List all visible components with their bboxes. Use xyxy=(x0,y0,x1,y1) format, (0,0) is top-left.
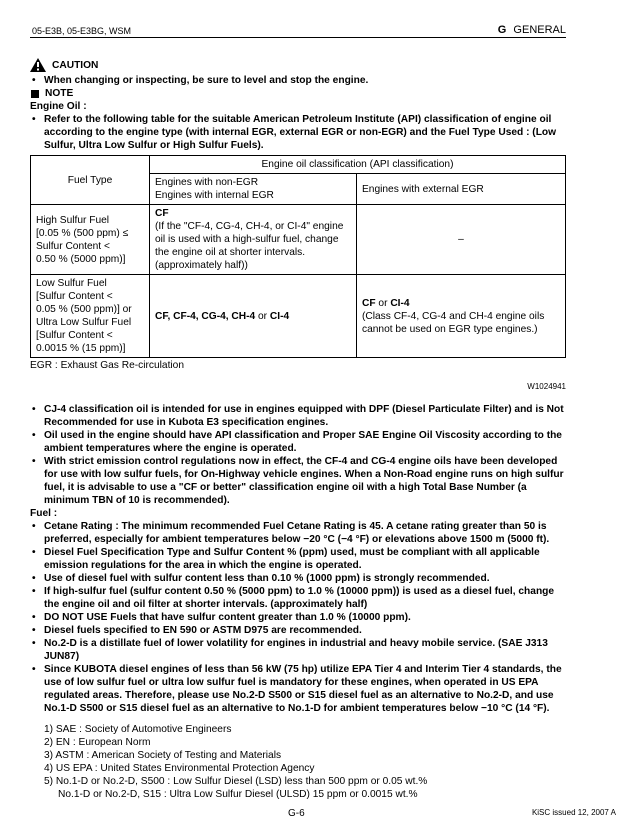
row2-fuel-line: [Sulfur Content < xyxy=(36,330,113,341)
row2-oil-or: or xyxy=(255,310,270,322)
list-item: • With strict emission control regulations now in effect, the CF-4 and CG-4 engine oils have been developed for use with low sulfur fuels, for On-Highway vehicle engines. When a Non-Road engine runs on high sulfur fuel, it is advisable to use a "CF or better" classification engine oil with a high Total Base Number (a minimum TBN of 10 is recommended). xyxy=(30,455,566,507)
section-letter: G xyxy=(497,24,507,36)
section-title xyxy=(498,24,566,36)
row1-fuel-line: [0.05 % (500 ppm) ≤ xyxy=(36,227,129,239)
list-item: • DO NOT USE Fuels that have sulfur content greater than 1.0 % (10000 ppm). xyxy=(30,611,566,624)
header-fuel-type: Fuel Type xyxy=(31,156,150,205)
list-item: • Diesel fuels specified to EN 590 or ASTM D975 are recommended. xyxy=(30,624,566,637)
list-item: • Diesel Fuel Specification Type and Sulfur Content % (ppm) used, must be compliant with all applicable emission regulations for the area in which the engine is operated. xyxy=(30,546,566,572)
fuel-heading: Fuel : xyxy=(30,508,58,519)
list-item: • If high-sulfur fuel (sulfur content 0.50 % (5000 ppm) to 1.0 % (10000 ppm)) is used as a diesel fuel, change the engine oil and oil filter at shorter intervals. (approximately half) xyxy=(30,585,566,611)
oil-classification-table xyxy=(30,155,566,358)
fuel-bullets xyxy=(30,520,566,715)
caution-bullet: • When changing or inspecting, be sure to level and stop the engine. xyxy=(30,74,566,87)
issue-date: KiSC issued 12, 2007 A xyxy=(531,808,616,817)
row2-oil-ci4: CI-4 xyxy=(269,310,290,322)
row2-fuel-line: [Sulfur Content < xyxy=(36,291,113,302)
header-api-class: Engine oil classification (API classification) xyxy=(150,156,566,174)
row1-oil-line: oil is used with a high-sulfur fuel, change xyxy=(155,234,339,245)
header-rule xyxy=(30,37,566,38)
row2-fuel-line: Ultra Low Sulfur Fuel xyxy=(36,317,132,328)
header-non-egr xyxy=(150,174,357,205)
doc-code: 05-E3B, 05-E3BG, WSM xyxy=(32,26,132,36)
row2-fuel-type xyxy=(31,275,150,358)
header-non-egr-line2: Engines with internal EGR xyxy=(155,190,274,201)
row1-oil-line: the engine oil at shorter intervals. xyxy=(155,247,306,258)
oil-intro: • Refer to the following table for the suitable American Petroleum Institute (API) classification of engine oil according to the engine type (with internal EGR, external EGR or non-EGR) and the Fuel Type Used : (Low Sulfur, Ultra Low Sulfur or High Sulfur Fuels). xyxy=(30,113,566,152)
section-name: GENERAL xyxy=(513,24,566,36)
row2-ext-note: (Class CF-4, CG-4 and CH-4 engine oils xyxy=(362,310,545,322)
row2-ext-oil-or: or xyxy=(375,297,391,309)
reference-item: No.1-D or No.2-D, S15 : Ultra Low Sulfur Diesel (ULSD) 15 ppm or 0.0015 wt.% xyxy=(58,789,418,800)
egr-note: EGR : Exhaust Gas Re-circulation xyxy=(30,360,185,371)
row2-ext-note: cannot be used on EGR type engines.) xyxy=(362,323,538,335)
row2-fuel-line: 0.0015 % (15 ppm)] xyxy=(36,343,126,354)
list-item: • CJ-4 classification oil is intended for use in engines equipped with DPF (Diesel Particulate Filter) and is Not Recommended for use in Kubota E3 specification engines. xyxy=(30,403,566,429)
page-number: G-6 xyxy=(288,808,305,819)
doc-ref-code: W1024941 xyxy=(527,382,566,391)
egr-note-row xyxy=(30,359,566,372)
header-non-egr-line1: Engines with non-EGR xyxy=(155,177,259,188)
row1-non-egr-oil xyxy=(150,205,357,275)
reference-item: 4) US EPA : United States Environmental Protection Agency xyxy=(44,763,315,774)
row1-fuel-line: 0.50 % (5000 ppm)] xyxy=(36,253,126,265)
list-item: • No.2-D is a distillate fuel of lower volatility for engines in industrial and heavy mobile service. (SAE J313 JUN87) xyxy=(30,637,566,663)
reference-list xyxy=(30,723,566,801)
oil-bullets xyxy=(30,403,566,507)
header-external-egr: Engines with external EGR xyxy=(357,174,566,205)
reference-item: 1) SAE : Society of Automotive Engineers xyxy=(44,724,232,735)
engine-oil-heading: Engine Oil : xyxy=(30,101,87,112)
row1-oil-class: CF xyxy=(155,208,169,219)
row1-external-egr-oil: – xyxy=(357,205,566,275)
row2-oil-classes: CF, CF-4, CG-4, CH-4 xyxy=(155,310,256,322)
row2-fuel-line: 0.05 % (500 ppm)] or xyxy=(36,304,132,315)
row2-non-egr-oil xyxy=(150,275,357,358)
caution-title: CAUTION xyxy=(52,59,99,71)
row1-fuel-line: High Sulfur Fuel xyxy=(36,214,110,226)
row2-ext-oil-cf: CF xyxy=(362,297,376,309)
list-item: • Since KUBOTA diesel engines of less than 56 kW (75 hp) utilize EPA Tier 4 and Interim Tier 4 standards, the use of low sulfur fuel or ultra low sulfur fuel is mandatory for these engines, when operated in US EPA regulated areas. Therefore, please use No.2-D S500 or S15 diesel fuel as an alternative to No.2-D, and use No.1-D S500 or S15 diesel fuel as an alternative to No.1-D for ambient temperatures below −10 °C (14 °F). xyxy=(30,663,566,715)
list-item: • Cetane Rating : The minimum recommended Fuel Cetane Rating is 45. A cetane rating greater than 50 is preferred, especially for ambient temperatures below −20 °C (−4 °F) or elevations above 1500 m (5000 ft). xyxy=(30,520,566,546)
reference-item: 5) No.1-D or No.2-D, S500 : Low Sulfur Diesel (LSD) less than 500 ppm or 0.05 wt.% xyxy=(44,776,428,787)
row1-oil-line: (If the "CF-4, CG-4, CH-4, or CI-4" engine xyxy=(155,221,344,232)
list-item: • Oil used in the engine should have API classification and Proper SAE Engine Oil Viscosity according to the ambient temperatures where the engine is operated. xyxy=(30,429,566,455)
row2-fuel-line: Low Sulfur Fuel xyxy=(36,278,107,289)
reference-item: 3) ASTM : American Society of Testing and Materials xyxy=(44,750,282,761)
row2-external-egr-oil xyxy=(357,275,566,358)
reference-item: 2) EN : European Norm xyxy=(44,737,151,748)
row2-ext-oil-ci4: CI-4 xyxy=(390,297,410,309)
row1-fuel-type xyxy=(31,205,150,275)
note-title: NOTE xyxy=(45,88,74,99)
page-content xyxy=(30,58,566,801)
caution-heading xyxy=(30,58,566,72)
row1-oil-line: (approximately half)) xyxy=(155,260,248,271)
note-square-icon xyxy=(31,90,39,98)
warning-icon xyxy=(30,58,46,72)
note-heading xyxy=(30,87,566,100)
row1-fuel-line: Sulfur Content < xyxy=(36,240,110,252)
list-item: • Use of diesel fuel with sulfur content less than 0.10 % (1000 ppm) is strongly recommended. xyxy=(30,572,566,585)
